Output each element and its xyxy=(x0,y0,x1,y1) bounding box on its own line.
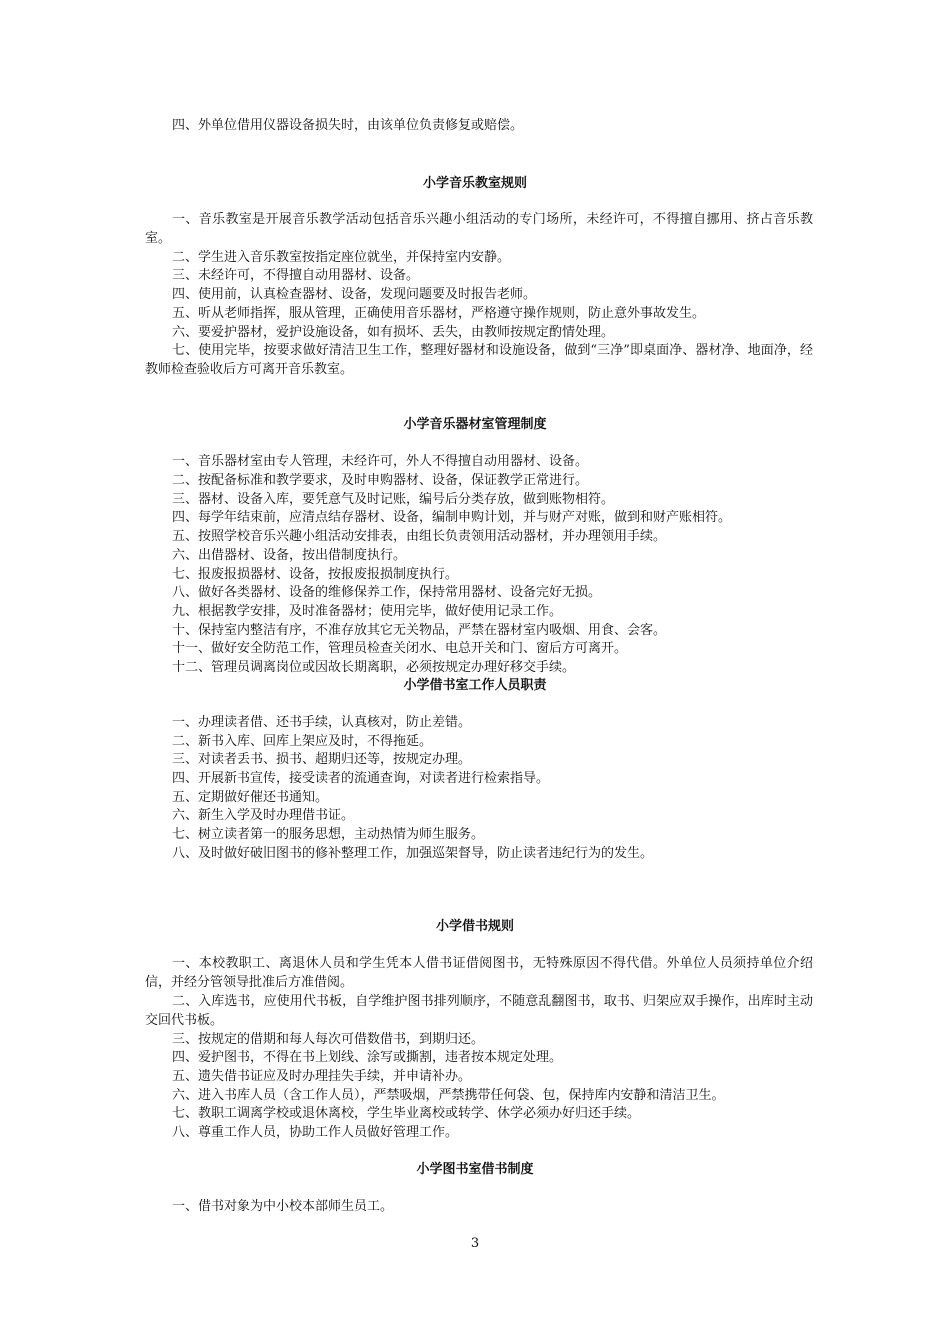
music-room-rule-1: 一、音乐教室是开展音乐教学活动包括音乐兴趣小组活动的专门场所，未经许可，不得擅自挪用、挤占音乐教室。 xyxy=(145,212,813,246)
borrowing-rule-5: 五、遗失借书证应及时办理挂失手续，并申请补办。 xyxy=(172,1069,472,1084)
borrowing-rules-title: 小学借书规则 xyxy=(435,919,514,934)
equipment-rule-12: 十二、管理员调离岗位或因故长期离职，必须按规定办理好移交手续。 xyxy=(172,660,576,675)
staff-duty-2: 二、新书入库、回库上架应及时，不得拖延。 xyxy=(172,734,433,749)
music-equipment-rules-title: 小学音乐器材室管理制度 xyxy=(403,417,547,432)
borrowing-rule-4: 四、爱护图书，不得在书上划线、涂写或撕割，违者按本规定处理。 xyxy=(172,1050,563,1065)
music-room-rules-title: 小学音乐教室规则 xyxy=(422,176,527,191)
equipment-rule-3: 三、器材、设备入库，要凭意气及时记账，编号后分类存放，做到账物相符。 xyxy=(172,492,615,507)
equipment-rule-8: 八、做好各类器材、设备的维修保养工作，保持常用器材、设备完好无损。 xyxy=(172,585,602,600)
page-number: 3 xyxy=(470,1236,480,1251)
music-room-rule-2: 二、学生进入音乐教室按指定座位就坐，并保持室内安静。 xyxy=(172,250,511,265)
equipment-rule-4: 四、每学年结束前，应清点结存器材、设备，编制申购计划，并与财产对账，做到和财产账相符。 xyxy=(172,510,732,525)
music-room-rule-3: 三、未经许可，不得擅自动用器材、设备。 xyxy=(172,268,420,283)
music-room-rule-7: 七、使用完毕，按要求做好清洁卫生工作，整理好器材和设施设备，做到“三净”即桌面净、器材净、地面净，经教师检查验收后方可离开音乐教室。 xyxy=(145,343,813,377)
borrowing-rule-3: 三、按规定的借期和每人每次可借数借书，到期归还。 xyxy=(172,1032,485,1047)
music-room-rule-4: 四、使用前，认真检查器材、设备，发现问题要及时报告老师。 xyxy=(172,287,537,302)
staff-duty-4: 四、开展新书宣传，接受读者的流通查询，对读者进行检索指导。 xyxy=(172,771,550,786)
music-room-rule-6: 六、要爱护器材，爱护设施设备，如有损坏、丢失，由教师按规定酌情处理。 xyxy=(172,325,615,340)
equipment-rule-2: 二、按配备标准和教学要求，及时申购器材、设备，保证教学正常进行。 xyxy=(172,473,589,488)
borrowing-rule-1: 一、本校教职工、离退休人员和学生凭本人借书证借阅图书，无特殊原因不得代借。外单位人员须持单位介绍信，并经分管领导批准后方准借阅。 xyxy=(145,956,813,990)
equipment-rule-7: 七、报废报损器材、设备，按报废报损制度执行。 xyxy=(172,567,459,582)
staff-duty-5: 五、定期做好催还书通知。 xyxy=(172,790,329,805)
staff-duty-6: 六、新生入学及时办理借书证。 xyxy=(172,808,355,823)
music-room-rule-5: 五、听从老师指挥，服从管理，正确使用音乐器材，严格遵守操作规则，防止意外事故发生。 xyxy=(172,306,706,321)
lending-rule-1: 一、借书对象为中小校本部师生员工。 xyxy=(172,1199,394,1214)
library-lending-system-title: 小学图书室借书制度 xyxy=(416,1162,534,1177)
intro-item-4: 四、外单位借用仪器设备损失时，由该单位负责修复或赔偿。 xyxy=(172,118,524,133)
equipment-rule-1: 一、音乐器材室由专人管理，未经许可，外人不得擅自动用器材、设备。 xyxy=(172,454,589,469)
equipment-rule-9: 九、根据教学安排，及时准备器材；使用完毕，做好使用记录工作。 xyxy=(172,604,563,619)
library-staff-duties-title: 小学借书室工作人员职责 xyxy=(403,678,547,693)
borrowing-rule-2: 二、入库选书，应使用代书板，自学维护图书排列顺序，不随意乱翻图书，取书、归架应双手操作，出库时主动交回代书板。 xyxy=(145,994,813,1028)
staff-duty-8: 八、及时做好破旧图书的修补整理工作，加强巡架督导，防止读者违纪行为的发生。 xyxy=(172,846,654,861)
equipment-rule-6: 六、出借器材、设备，按出借制度执行。 xyxy=(172,548,407,563)
borrowing-rule-6: 六、进入书库人员（含工作人员），严禁吸烟，严禁携带任何袋、包，保持库内安静和清洁卫生。 xyxy=(172,1088,725,1103)
staff-duty-3: 三、对读者丢书、损书、超期归还等，按规定办理。 xyxy=(172,752,472,767)
equipment-rule-11: 十一、做好安全防范工作，管理员检查关闭水、电总开关和门、窗后方可离开。 xyxy=(172,641,628,656)
equipment-rule-5: 五、按照学校音乐兴趣小组活动安排表，由组长负责领用活动器材，并办理领用手续。 xyxy=(172,529,667,544)
staff-duty-1: 一、办理读者借、还书手续，认真核对，防止差错。 xyxy=(172,715,472,730)
staff-duty-7: 七、树立读者第一的服务思想，主动热情为师生服务。 xyxy=(172,827,485,842)
borrowing-rule-7: 七、教职工调离学校或退休离校，学生毕业离校或转学、休学必须办好归还手续。 xyxy=(172,1106,641,1121)
equipment-rule-10: 十、保持室内整洁有序，不准存放其它无关物品，严禁在器材室内吸烟、用食、会客。 xyxy=(172,623,667,638)
borrowing-rule-8: 八、尊重工作人员，协助工作人员做好管理工作。 xyxy=(172,1125,459,1140)
